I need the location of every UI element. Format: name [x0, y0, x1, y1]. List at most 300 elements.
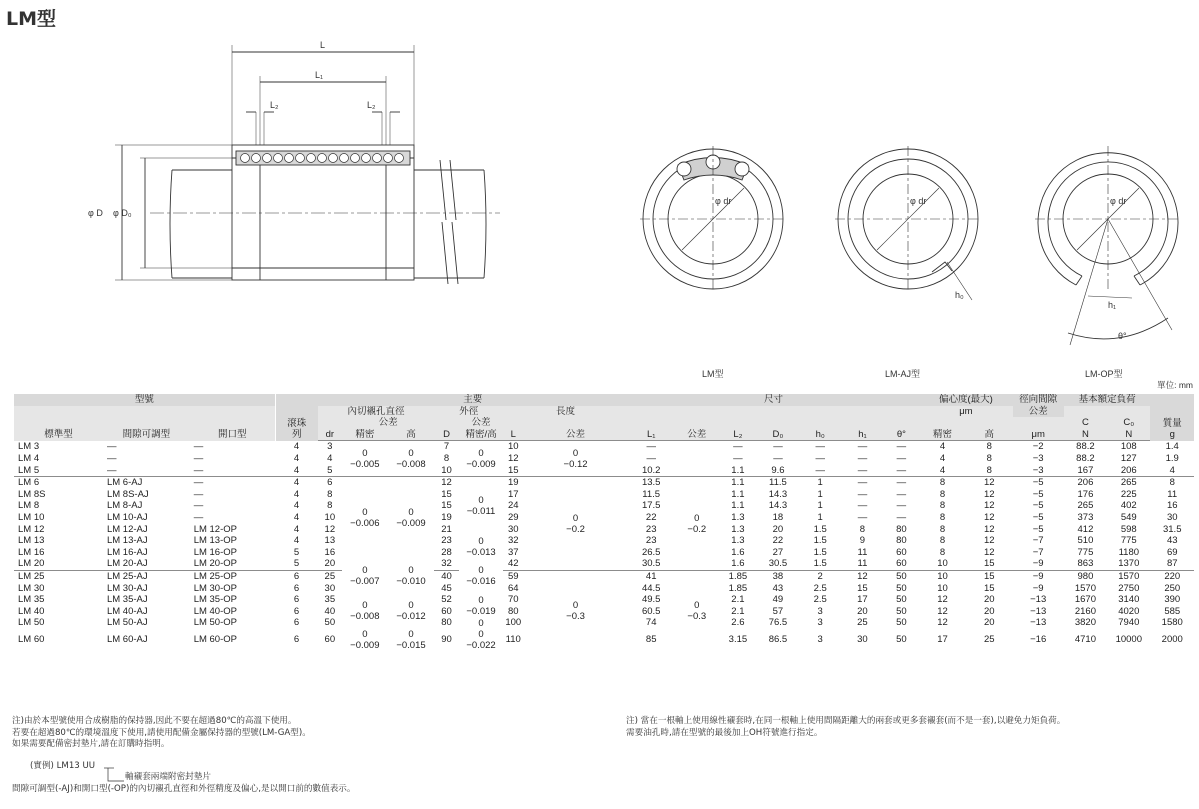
- cell: 4: [293, 488, 300, 500]
- od-tol: 0 −0.009: [466, 447, 496, 470]
- od-tol: 0 −0.016: [466, 565, 496, 588]
- cell: 4710: [1074, 634, 1096, 646]
- cell: 19: [507, 477, 519, 489]
- cell: 16: [324, 546, 336, 558]
- cell: 25: [857, 617, 868, 629]
- dim-D: φ D: [88, 208, 103, 218]
- cell: −13: [1030, 594, 1047, 606]
- hdr-op: 開口型: [190, 406, 276, 441]
- cell: 3: [817, 617, 823, 629]
- cell: 9.6: [771, 464, 785, 476]
- cell: 10.2: [641, 464, 661, 476]
- hdr-ecc-prec: 精密: [919, 429, 966, 441]
- hdr-clr-unit: μm: [1013, 429, 1064, 441]
- cell: LM 13-AJ: [106, 535, 148, 547]
- cell: 10: [937, 582, 948, 594]
- hdr-L1-tol: 公差: [675, 429, 719, 441]
- hdr-mass: 質量 g: [1150, 394, 1194, 441]
- cell: —: [896, 441, 907, 453]
- cell: −7: [1032, 535, 1044, 547]
- cell: LM 4: [18, 452, 40, 464]
- cell: −3: [1032, 464, 1044, 476]
- cell: 17: [937, 634, 948, 646]
- cell: LM 8S: [18, 488, 46, 500]
- cell: 59: [507, 570, 519, 582]
- cell: 1580: [1161, 617, 1183, 629]
- cell: 2.1: [731, 594, 745, 606]
- cell: 12: [507, 452, 519, 464]
- cell: LM 35-OP: [193, 594, 237, 606]
- cell: LM 35: [18, 594, 45, 606]
- cell: 70: [507, 594, 519, 606]
- cell: 8: [986, 441, 992, 453]
- cell: —: [193, 488, 204, 500]
- cell: 80: [896, 535, 907, 547]
- cell: 69: [1166, 546, 1178, 558]
- l1-tol: 0 −0.3: [687, 599, 707, 622]
- cell: 50: [896, 617, 907, 629]
- cell: 412: [1077, 523, 1094, 535]
- cell: 2.5: [813, 594, 827, 606]
- cell: 32: [441, 558, 452, 570]
- cell: 6: [293, 594, 300, 606]
- cell: 50: [324, 617, 336, 629]
- cell: 110: [505, 634, 521, 646]
- cell: 80: [507, 605, 519, 617]
- cell: 42: [507, 558, 519, 570]
- hdr-theta: θ°: [884, 429, 920, 441]
- cell: 76.5: [768, 617, 788, 629]
- cell: 60: [896, 558, 907, 570]
- cell: 10: [937, 570, 948, 582]
- dim-L2-right: L₂: [367, 100, 376, 110]
- cell: 4: [293, 441, 300, 453]
- cell: 2750: [1118, 582, 1140, 594]
- cell: 10: [324, 511, 336, 523]
- cell: —: [896, 452, 907, 464]
- length-tol: 0 −0.2: [566, 512, 585, 535]
- cell: 25: [983, 634, 995, 646]
- cell: 10: [441, 464, 452, 476]
- cell: LM 8-AJ: [106, 500, 143, 512]
- cell: −3: [1032, 452, 1044, 464]
- cell: LM 30-OP: [193, 582, 237, 594]
- cell: 50: [896, 570, 907, 582]
- cell: 4: [293, 500, 300, 512]
- cell: 11: [857, 546, 868, 558]
- note-left-1: 注)由於本型號使用合成樹脂的保持器,因此不要在超過80℃的高溫下使用。: [12, 716, 297, 726]
- cell: 8: [859, 523, 866, 535]
- cell: 12: [983, 488, 995, 500]
- cell: 74: [645, 617, 657, 629]
- lmaj-type-caption: LM-AJ型: [885, 369, 921, 379]
- length-tol: 0 −0.12: [563, 447, 588, 470]
- cell: —: [857, 441, 868, 453]
- cell: 30.5: [641, 558, 661, 570]
- od-tol: 0 −0.019: [466, 594, 496, 617]
- cell: 265: [1120, 477, 1137, 489]
- cell: 23: [645, 523, 657, 535]
- cell: 8: [939, 488, 946, 500]
- cell: 11.5: [769, 477, 787, 489]
- cell: 12: [983, 523, 995, 535]
- cell: 585: [1164, 605, 1181, 617]
- cell: LM 40: [18, 605, 45, 617]
- od-tol: 0 −0.013: [466, 535, 496, 558]
- cell: 60: [896, 546, 907, 558]
- bore-tol-high: 0 −0.010: [396, 565, 426, 588]
- cell: 390: [1164, 594, 1181, 606]
- cell: 2160: [1074, 605, 1096, 617]
- cell: —: [896, 511, 907, 523]
- hdr-aj: 間隙可調型: [103, 406, 190, 441]
- hdr-high: 高: [388, 429, 435, 441]
- cell: 25: [324, 570, 336, 582]
- cell: LM 60-AJ: [106, 634, 148, 646]
- lm-aj-end-view: [835, 146, 981, 300]
- hdr-len: 長度: [503, 406, 628, 418]
- cell: 12: [983, 546, 995, 558]
- cell: 1.1: [731, 477, 745, 489]
- cell: 26.5: [641, 546, 661, 558]
- cell: 775: [1120, 535, 1137, 547]
- od-tol: 0 −0.022: [466, 628, 496, 651]
- cell: 1.9: [1165, 452, 1179, 464]
- cell: 1.5: [813, 558, 827, 570]
- cell: 43: [1166, 535, 1178, 547]
- cell: 1.5: [813, 535, 827, 547]
- cell: 27: [772, 546, 784, 558]
- cell: 1.1: [731, 464, 745, 476]
- cell: 87: [1166, 558, 1178, 570]
- cell: 9: [859, 535, 866, 547]
- cell: —: [896, 477, 907, 489]
- cell: LM 60: [18, 634, 45, 646]
- cell: 12: [937, 594, 948, 606]
- cell: 14.3: [768, 488, 788, 500]
- cell: 4: [293, 464, 300, 476]
- cell: 28: [441, 546, 452, 558]
- length-tol: 0 −0.3: [566, 599, 585, 622]
- cell: —: [193, 500, 204, 512]
- hdr-ecc-unit: μm: [919, 406, 1012, 418]
- bore-tol-precision: 0 −0.007: [350, 565, 380, 588]
- hdr-main: 主要: [318, 394, 628, 406]
- cell: 1.6: [731, 558, 745, 570]
- cell: 8: [443, 452, 450, 464]
- cell: 10: [507, 441, 519, 453]
- cell: —: [896, 464, 907, 476]
- cell: 8: [939, 511, 946, 523]
- cell: 2000: [1161, 634, 1183, 646]
- cell: 15: [507, 464, 519, 476]
- cell: 49: [772, 594, 784, 606]
- cell: 1.1: [731, 500, 745, 512]
- cell: 1: [817, 477, 823, 489]
- example-leader: [0, 0, 200, 809]
- cell: 6: [293, 617, 300, 629]
- l1-tol: [675, 441, 719, 477]
- note-right-2: 需要油孔時,請在型號的最後加上OH符號進行指定。: [626, 727, 823, 738]
- cell: 11.5: [642, 488, 661, 500]
- cell: —: [857, 500, 868, 512]
- cell: 402: [1120, 500, 1137, 512]
- cell: 12: [441, 477, 452, 489]
- cell: 1.4: [1165, 441, 1179, 453]
- cell: 20: [983, 594, 995, 606]
- cell: 8: [939, 546, 946, 558]
- cell: 18: [772, 511, 784, 523]
- cell: 11: [857, 558, 868, 570]
- hdr-bore: 內切襯孔直徑: [318, 406, 435, 418]
- l1-tol: 0 −0.2: [687, 512, 707, 535]
- cell: 23: [645, 535, 657, 547]
- cell: —: [193, 511, 204, 523]
- cell: 1.3: [731, 511, 745, 523]
- cell: 24: [507, 500, 519, 512]
- cell: 4: [1169, 464, 1175, 476]
- cell: —: [815, 452, 825, 464]
- bore-tol-high: 0 −0.008: [396, 447, 426, 470]
- cell: LM 35-AJ: [106, 594, 148, 606]
- cell: 8: [986, 464, 992, 476]
- cell: 1570: [1118, 570, 1140, 582]
- cell: 17.5: [641, 500, 661, 512]
- cell: —: [193, 464, 204, 476]
- cell: —: [857, 511, 868, 523]
- page-title: LM型: [6, 8, 57, 30]
- hdr-D: D: [434, 429, 458, 441]
- cell: 108: [1120, 441, 1137, 453]
- cell: 22: [772, 535, 784, 547]
- bore-tol-precision: 0 −0.006: [350, 506, 380, 529]
- hdr-ecc-high: 高: [966, 429, 1013, 441]
- cell: 57: [772, 605, 784, 617]
- hdr-C0-unit: N: [1107, 429, 1150, 441]
- cell: 52: [441, 594, 452, 606]
- cell: 12: [983, 500, 995, 512]
- cell: 6: [293, 570, 300, 582]
- cell: 8: [939, 500, 946, 512]
- cell: —: [193, 441, 204, 453]
- cell: 15: [441, 488, 452, 500]
- cell: 1670: [1074, 594, 1096, 606]
- cell: 6: [327, 477, 333, 489]
- cell: LM 16-OP: [193, 546, 237, 558]
- cell: —: [193, 477, 204, 489]
- hdr-od-prec: 精密/高: [459, 429, 503, 441]
- cell: LM 20-AJ: [106, 558, 148, 570]
- cell: 4: [939, 464, 946, 476]
- cell: 88.2: [1076, 441, 1095, 453]
- cell: 12: [937, 605, 948, 617]
- note-example-desc: 軸襯套兩端附密封墊片: [125, 772, 211, 783]
- cell: 3: [817, 634, 823, 646]
- cell: —: [106, 452, 117, 464]
- cell: 12: [937, 617, 948, 629]
- cell: 17: [507, 488, 519, 500]
- cell: 35: [324, 594, 336, 606]
- cell: LM 12: [18, 523, 45, 535]
- hdr-ecc: 偏心度(最大): [919, 394, 1012, 406]
- hdr-od: 外徑: [434, 406, 503, 418]
- cell: —: [773, 441, 783, 453]
- cell: 1: [817, 488, 823, 500]
- cell: −9: [1032, 570, 1044, 582]
- hdr-dims: 尺寸: [628, 394, 919, 406]
- dim-D0: φ D₀: [113, 208, 132, 218]
- cell: LM 30-AJ: [106, 582, 148, 594]
- hdr-balls: 滾珠 列: [275, 394, 317, 441]
- lm-end-view: [640, 146, 786, 292]
- note-last: 間隙可調型(-AJ)和開口型(-OP)的內切襯孔直徑和外徑精度及偏心,是以開口前的數值表示。: [12, 783, 356, 794]
- cell: 250: [1164, 582, 1181, 594]
- lmaj-dr-label: φ dr: [910, 196, 927, 206]
- cell: —: [733, 452, 743, 464]
- cell: 1.5: [813, 523, 827, 535]
- bore-tol-high: 0 −0.012: [396, 600, 426, 623]
- cell: 100: [505, 617, 522, 629]
- dim-L2-left: L₂: [270, 100, 279, 110]
- lmop-type-caption: LM-OP型: [1085, 369, 1123, 379]
- cell: LM 12-AJ: [106, 523, 148, 535]
- cell: 50: [896, 582, 907, 594]
- cell: 30: [507, 523, 519, 535]
- note-left-2: 若要在超過80℃的環境溫度下使用,請使用配備金屬保持器的型號(LM-GA型)。: [12, 727, 311, 738]
- cell: 30: [1166, 511, 1178, 523]
- cell: —: [733, 441, 743, 453]
- bore-tol-precision: 0 −0.008: [350, 600, 380, 623]
- hdr-h0: h₀: [799, 429, 841, 441]
- cell: 11: [1167, 488, 1178, 500]
- cell: 8: [1169, 477, 1175, 489]
- cell: 40: [441, 570, 452, 582]
- cell: LM 20-OP: [193, 558, 237, 570]
- cell: 20: [857, 605, 868, 617]
- note-example: (實例) LM13 UU: [30, 760, 96, 771]
- hdr-L2: L₂: [719, 429, 757, 441]
- cell: LM 3: [18, 441, 40, 453]
- cell: 4: [939, 441, 946, 453]
- cell: LM 60-OP: [193, 634, 237, 646]
- dim-L1: L₁: [315, 70, 324, 80]
- cell: 20: [772, 523, 784, 535]
- dim-L: L: [320, 40, 326, 50]
- cell: 86.5: [768, 634, 788, 646]
- cell: LM 25-AJ: [106, 570, 148, 582]
- lmaj-h0-label: h₀: [955, 290, 964, 300]
- cell: 5: [293, 558, 300, 570]
- cell: —: [896, 500, 907, 512]
- cell: −5: [1032, 500, 1044, 512]
- cell: LM 13: [18, 535, 45, 547]
- lm-op-end-view: [1035, 146, 1181, 345]
- cell: 10000: [1115, 634, 1142, 646]
- cell: 20: [324, 558, 336, 570]
- cell: 12: [324, 523, 336, 535]
- cell: —: [106, 464, 117, 476]
- cell: 8: [327, 500, 333, 512]
- lmop-dr-label: φ dr: [1110, 196, 1127, 206]
- cell: 1180: [1118, 546, 1140, 558]
- cell: 44.5: [641, 582, 661, 594]
- cell: —: [646, 452, 656, 464]
- cell: —: [815, 441, 825, 453]
- cell: 6: [293, 582, 300, 594]
- cell: 17: [857, 594, 868, 606]
- cell: 21: [441, 523, 452, 535]
- cell: —: [815, 464, 825, 476]
- cell: 2.5: [813, 582, 827, 594]
- cell: —: [857, 464, 868, 476]
- cell: 45: [441, 582, 452, 594]
- cell: 12: [857, 570, 868, 582]
- cell: —: [193, 452, 204, 464]
- cell: 15: [983, 570, 995, 582]
- cell: 1.5: [813, 546, 827, 558]
- cell: −9: [1032, 558, 1044, 570]
- cell: 10: [937, 558, 948, 570]
- cell: —: [106, 441, 117, 453]
- cell: —: [896, 488, 907, 500]
- cell: 598: [1120, 523, 1137, 535]
- cell: 88.2: [1076, 452, 1095, 464]
- cell: 1.85: [728, 582, 748, 594]
- cell: 43: [772, 582, 784, 594]
- cell: 20: [983, 617, 995, 629]
- hdr-L: L: [503, 429, 523, 441]
- hdr-std: 標準型: [14, 406, 103, 441]
- bore-tol-high: 0 −0.015: [396, 628, 426, 651]
- cell: 50: [896, 605, 907, 617]
- cell: 14.3: [768, 500, 788, 512]
- cell: 12: [983, 535, 995, 547]
- cell: 373: [1077, 511, 1094, 523]
- cell: 3820: [1074, 617, 1096, 629]
- hdr-model: 型號: [14, 394, 275, 406]
- cell: 30.5: [768, 558, 788, 570]
- cell: LM 6-AJ: [106, 477, 143, 489]
- bore-tol-precision: 0 −0.009: [350, 628, 380, 651]
- cell: 2: [817, 570, 823, 582]
- cell: 1: [817, 500, 823, 512]
- hdr-C0: C₀: [1107, 417, 1150, 429]
- cell: LM 40-OP: [193, 605, 237, 617]
- cell: 20: [983, 605, 995, 617]
- cell: 6: [293, 605, 300, 617]
- hdr-prec: 精密: [342, 429, 388, 441]
- cell: −5: [1032, 511, 1044, 523]
- lmop-h1-label: h₁: [1108, 300, 1117, 310]
- cell: 80: [896, 523, 907, 535]
- cell: 7940: [1118, 617, 1140, 629]
- cell: −13: [1030, 617, 1047, 629]
- lm-type-caption: LM型: [702, 369, 724, 379]
- cell: 32: [507, 535, 519, 547]
- cell: 1: [817, 511, 823, 523]
- cell: 38: [772, 570, 784, 582]
- cell: −7: [1032, 546, 1044, 558]
- cell: 5: [293, 546, 300, 558]
- cell: 40: [324, 605, 336, 617]
- cell: 29: [507, 511, 519, 523]
- hdr-C-unit: N: [1064, 429, 1107, 441]
- cell: LM 50: [18, 617, 45, 629]
- hdr-D0: D₀: [757, 429, 799, 441]
- hdr-bore-tol: 公差: [342, 417, 434, 429]
- cell: −13: [1030, 605, 1047, 617]
- cell: 15: [441, 500, 452, 512]
